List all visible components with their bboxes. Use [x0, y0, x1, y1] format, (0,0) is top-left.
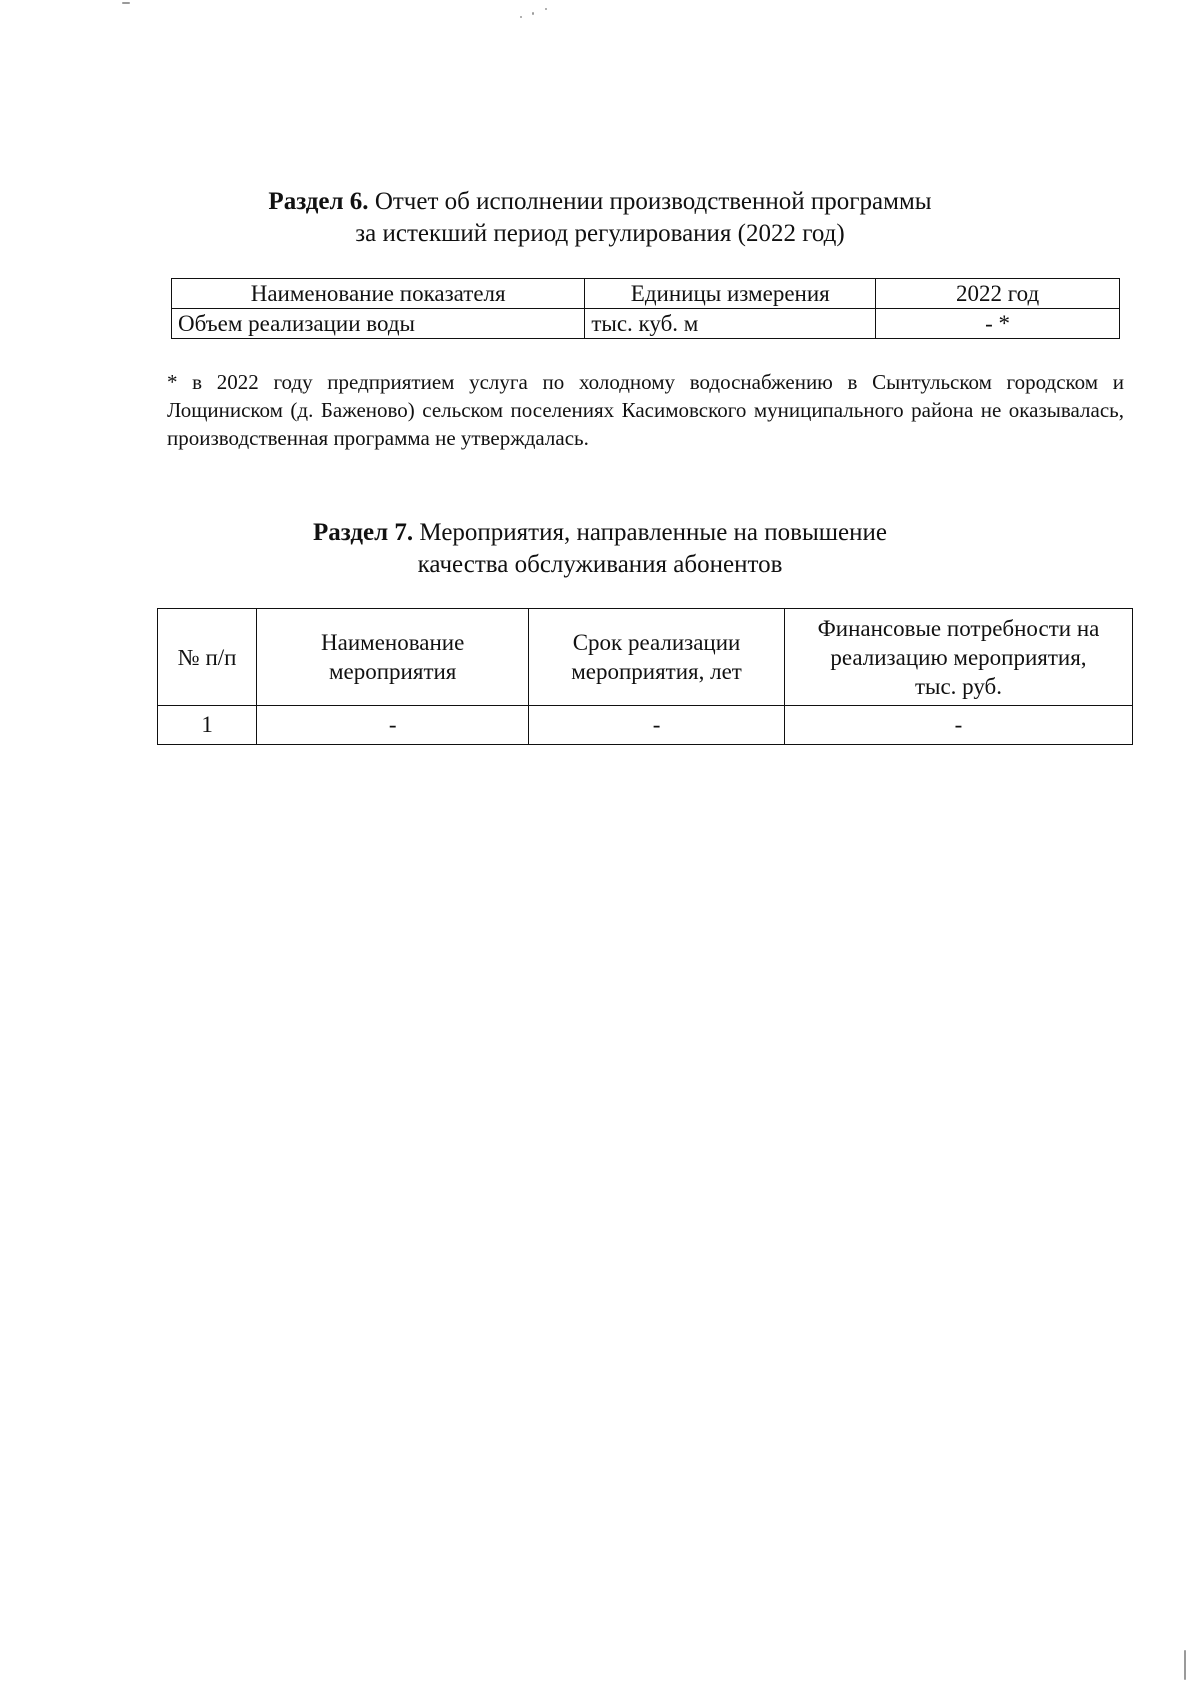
scan-speck	[532, 12, 534, 15]
scan-speck	[1184, 1650, 1186, 1680]
service-quality-measures-table	[157, 608, 1133, 745]
section-7-title: Мероприятия, направленные на повышение	[419, 519, 887, 546]
table-header-row	[172, 279, 1120, 309]
header-line: реализацию мероприятия,	[830, 644, 1087, 670]
section-6-heading	[0, 186, 1200, 250]
table-cell-measure-name: -	[257, 706, 529, 745]
scan-speck	[545, 8, 547, 10]
header-line: тыс. руб.	[914, 673, 1002, 699]
header-line: мероприятия	[328, 659, 457, 684]
column-header-implementation-period	[529, 609, 785, 706]
section-7-heading-line1	[0, 517, 1200, 549]
production-program-table	[171, 278, 1120, 339]
footnote: * в 2022 году предприятием услуга по холодному водоснабжению в Сынтульском городском и Лощиниском (д. Баженово) сельском поселениях Касимовского муниципального района не оказывалась, производственная программа не утверждалась.	[167, 370, 1124, 450]
scan-speck	[122, 2, 130, 4]
table-cell-implementation-period: -	[529, 706, 785, 745]
table-cell-value: - *	[876, 309, 1120, 339]
table-row	[172, 309, 1120, 339]
section-7-label: Раздел 7.	[313, 519, 414, 546]
header-line: Наименование	[321, 630, 465, 655]
header-line: Финансовые потребности на	[817, 615, 1100, 641]
table-cell-financial-needs: -	[784, 706, 1132, 745]
section-7-heading	[0, 517, 1200, 581]
section-6-title: Отчет об исполнении производственной программы	[374, 188, 932, 215]
scan-speck	[520, 16, 522, 18]
column-header-measure-name	[257, 609, 529, 706]
table-cell-number: 1	[158, 706, 257, 745]
table-cell-indicator: Объем реализации воды	[172, 309, 585, 339]
table-header-row	[158, 609, 1133, 706]
column-header-financial-needs	[784, 609, 1132, 706]
section-7-subtitle: качества обслуживания абонентов	[417, 551, 783, 578]
column-header-indicator: Наименование показателя	[172, 279, 585, 309]
header-line: мероприятия, лет	[571, 659, 742, 684]
table-cell-units: тыс. куб. м	[585, 309, 876, 339]
column-header-units: Единицы измерения	[585, 279, 876, 309]
section-6-subtitle: за истекший период регулирования (2022 год)	[355, 220, 845, 247]
column-header-year: 2022 год	[876, 279, 1120, 309]
section-6-heading-line1	[0, 186, 1200, 218]
header-line: № п/п	[177, 644, 237, 670]
header-line: Срок реализации	[572, 630, 741, 655]
column-header-number	[158, 609, 257, 706]
section-6-label: Раздел 6.	[268, 188, 369, 215]
table-row	[158, 706, 1133, 745]
